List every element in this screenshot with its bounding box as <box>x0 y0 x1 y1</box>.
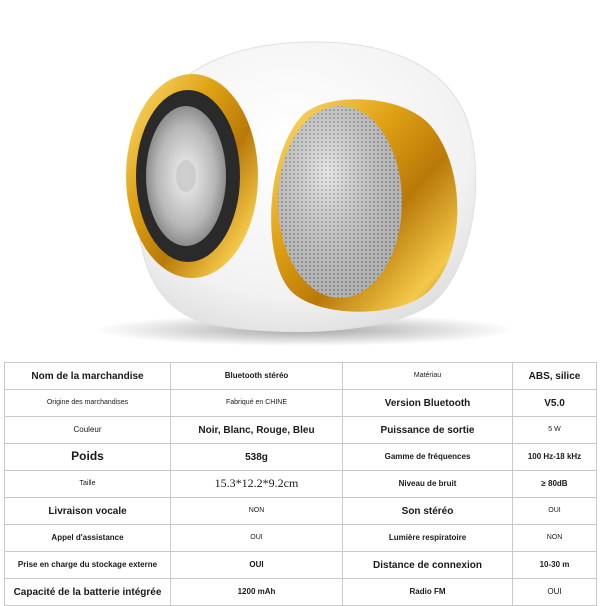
spec-label: Distance de connexion <box>343 552 513 579</box>
spec-label: Couleur <box>5 417 171 444</box>
spec-value: V5.0 <box>513 390 597 417</box>
table-row <box>5 552 597 579</box>
spec-value: NON <box>171 498 343 525</box>
left-radiator <box>126 74 258 278</box>
spec-value: OUI <box>513 498 597 525</box>
right-grille <box>271 99 457 311</box>
spec-label: Matériau <box>343 363 513 390</box>
spec-value: 15.3*12.2*9.2cm <box>171 471 343 498</box>
spec-label: Appel d'assistance <box>5 525 171 552</box>
table-row <box>5 444 597 471</box>
spec-label: Origine des marchandises <box>5 390 171 417</box>
spec-value: OUI <box>171 525 343 552</box>
spec-label: Version Bluetooth <box>343 390 513 417</box>
spec-label: Gamme de fréquences <box>343 444 513 471</box>
table-row <box>5 363 597 390</box>
table-row <box>5 471 597 498</box>
spec-value: OUI <box>171 552 343 579</box>
table-row <box>5 498 597 525</box>
spec-value: Bluetooth stéréo <box>171 363 343 390</box>
spec-label: Taille <box>5 471 171 498</box>
spec-label: Prise en charge du stockage externe <box>5 552 171 579</box>
spec-value: ABS, silice <box>513 363 597 390</box>
spec-label: Lumière respiratoire <box>343 525 513 552</box>
spec-label: Poids <box>5 444 171 471</box>
spec-value: OUI <box>513 579 597 606</box>
spec-label: Capacité de la batterie intégrée <box>5 579 171 606</box>
spec-value: 1200 mAh <box>171 579 343 606</box>
table-row <box>5 417 597 444</box>
spec-value: ≥ 80dB <box>513 471 597 498</box>
spec-value: 100 Hz-18 kHz <box>513 444 597 471</box>
spec-label: Livraison vocale <box>5 498 171 525</box>
spec-value: 5 W <box>513 417 597 444</box>
spec-label: Son stéréo <box>343 498 513 525</box>
table-row <box>5 390 597 417</box>
spec-value: NON <box>513 525 597 552</box>
spec-label: Nom de la marchandise <box>5 363 171 390</box>
table-row <box>5 579 597 606</box>
spec-value: Fabriqué en CHINE <box>171 390 343 417</box>
table-row <box>5 525 597 552</box>
spec-label: Radio FM <box>343 579 513 606</box>
spec-value: Noir, Blanc, Rouge, Bleu <box>171 417 343 444</box>
spec-value: 10-30 m <box>513 552 597 579</box>
spec-table <box>4 362 597 606</box>
spec-label: Niveau de bruit <box>343 471 513 498</box>
spec-label: Puissance de sortie <box>343 417 513 444</box>
spec-value: 538g <box>171 444 343 471</box>
